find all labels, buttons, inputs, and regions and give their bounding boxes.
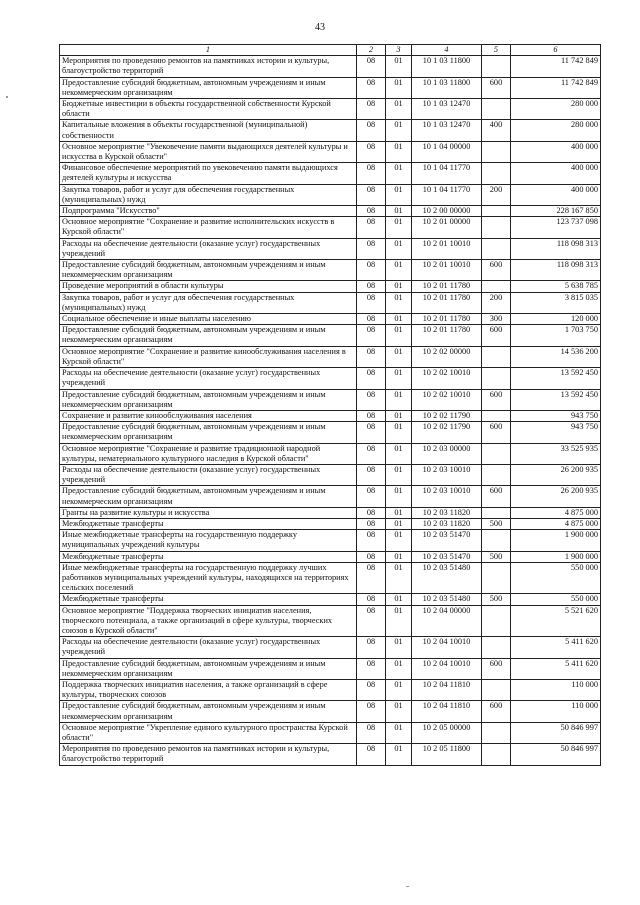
row-target-article-cell: 10 2 02 10010 (412, 368, 482, 389)
row-subsection-cell: 01 (386, 507, 412, 518)
row-section-cell: 08 (357, 562, 386, 594)
row-section-cell: 08 (357, 637, 386, 658)
table-row (60, 562, 601, 594)
table-row (60, 658, 601, 679)
scan-speck (406, 886, 409, 887)
table-row (60, 184, 601, 205)
table-row (60, 722, 601, 743)
row-subsection-cell: 01 (386, 314, 412, 325)
row-amount-cell: 26 200 935 (511, 464, 601, 485)
row-expense-type-cell (482, 410, 511, 421)
page-number: 43 (315, 22, 325, 33)
table-row (60, 56, 601, 77)
row-target-article-cell: 10 2 04 00000 (412, 605, 482, 637)
row-expense-type-cell (482, 281, 511, 292)
row-expense-type-cell (482, 605, 511, 637)
row-section-cell: 08 (357, 217, 386, 238)
row-expense-type-cell (482, 464, 511, 485)
row-target-article-cell: 10 1 03 11800 (412, 77, 482, 98)
row-amount-cell: 5 638 785 (511, 281, 601, 292)
row-section-cell: 08 (357, 99, 386, 120)
row-subsection-cell: 01 (386, 658, 412, 679)
row-amount-cell: 11 742 849 (511, 77, 601, 98)
row-section-cell: 08 (357, 314, 386, 325)
row-amount-cell: 550 000 (511, 562, 601, 594)
row-name-cell: Основное мероприятие "Сохранение и развитие исполнительских искусств в Курской области" (60, 217, 357, 238)
row-target-article-cell: 10 2 01 10010 (412, 238, 482, 259)
table-row (60, 530, 601, 551)
row-amount-cell: 550 000 (511, 594, 601, 605)
row-name-cell: Предоставление субсидий бюджетным, автономным учреждениям и иным некоммерческим организациям (60, 422, 357, 443)
row-name-cell: Проведение мероприятий в области культуры (60, 281, 357, 292)
row-expense-type-cell: 600 (482, 486, 511, 507)
table-row (60, 206, 601, 217)
row-amount-cell: 123 737 098 (511, 217, 601, 238)
row-subsection-cell: 01 (386, 163, 412, 184)
row-amount-cell: 5 521 620 (511, 605, 601, 637)
row-subsection-cell: 01 (386, 206, 412, 217)
row-target-article-cell: 10 2 00 00000 (412, 206, 482, 217)
row-amount-cell: 400 000 (511, 141, 601, 162)
row-name-cell: Социальное обеспечение и иные выплаты населению (60, 314, 357, 325)
row-subsection-cell: 01 (386, 605, 412, 637)
row-name-cell: Предоставление субсидий бюджетным, автономным учреждениям и иным некоммерческим организациям (60, 701, 357, 722)
row-amount-cell: 943 750 (511, 422, 601, 443)
row-amount-cell: 3 815 035 (511, 292, 601, 313)
row-expense-type-cell (482, 99, 511, 120)
row-section-cell: 08 (357, 389, 386, 410)
row-section-cell: 08 (357, 551, 386, 562)
row-amount-cell: 110 000 (511, 679, 601, 700)
row-subsection-cell: 01 (386, 486, 412, 507)
column-header-target-article: 4 (412, 45, 482, 56)
row-amount-cell: 13 592 450 (511, 368, 601, 389)
row-amount-cell: 33 525 935 (511, 443, 601, 464)
row-name-cell: Мероприятия по проведению ремонтов на памятниках истории и культуры, благоустройство территорий (60, 56, 357, 77)
row-expense-type-cell: 400 (482, 120, 511, 141)
row-name-cell: Сохранение и развитие кинообслуживания населения (60, 410, 357, 421)
row-name-cell: Расходы на обеспечение деятельности (оказание услуг) государственных учреждений (60, 238, 357, 259)
row-subsection-cell: 01 (386, 260, 412, 281)
row-section-cell: 08 (357, 410, 386, 421)
row-amount-cell: 400 000 (511, 163, 601, 184)
row-target-article-cell: 10 2 02 11790 (412, 422, 482, 443)
row-name-cell: Закупка товаров, работ и услуг для обеспечения государственных (муниципальных) нужд (60, 292, 357, 313)
row-amount-cell: 1 703 750 (511, 325, 601, 346)
row-section-cell: 08 (357, 701, 386, 722)
table-row (60, 605, 601, 637)
row-name-cell: Капитальные вложения в объекты государственной (муниципальной) собственности (60, 120, 357, 141)
row-amount-cell: 1 900 000 (511, 530, 601, 551)
table-row (60, 217, 601, 238)
table-row (60, 507, 601, 518)
row-name-cell: Иные межбюджетные трансферты на государственную поддержку муниципальных учреждений культуры (60, 530, 357, 551)
row-name-cell: Основное мероприятие "Сохранение и развитие кинообслуживания населения в Курской области" (60, 346, 357, 367)
row-section-cell: 08 (357, 346, 386, 367)
row-name-cell: Расходы на обеспечение деятельности (оказание услуг) государственных учреждений (60, 637, 357, 658)
row-section-cell: 08 (357, 679, 386, 700)
table-row (60, 518, 601, 529)
row-name-cell: Основное мероприятие "Сохранение и развитие традиционной народной культуры, нематериального культурного наследия в Курской области" (60, 443, 357, 464)
row-section-cell: 08 (357, 443, 386, 464)
row-expense-type-cell (482, 346, 511, 367)
row-target-article-cell: 10 2 03 11820 (412, 518, 482, 529)
row-subsection-cell: 01 (386, 141, 412, 162)
row-target-article-cell: 10 2 01 00000 (412, 217, 482, 238)
row-name-cell: Подпрограмма "Искусство" (60, 206, 357, 217)
row-target-article-cell: 10 1 04 11770 (412, 184, 482, 205)
table-row (60, 238, 601, 259)
row-amount-cell: 13 592 450 (511, 389, 601, 410)
row-target-article-cell: 10 1 03 12470 (412, 120, 482, 141)
table-row (60, 314, 601, 325)
row-target-article-cell: 10 1 04 11770 (412, 163, 482, 184)
row-name-cell: Расходы на обеспечение деятельности (оказание услуг) государственных учреждений (60, 464, 357, 485)
row-section-cell: 08 (357, 292, 386, 313)
row-subsection-cell: 01 (386, 217, 412, 238)
row-section-cell: 08 (357, 206, 386, 217)
row-name-cell: Предоставление субсидий бюджетным, автономным учреждениям и иным некоммерческим организациям (60, 325, 357, 346)
table-row (60, 281, 601, 292)
row-target-article-cell: 10 2 01 11780 (412, 292, 482, 313)
row-amount-cell: 400 000 (511, 184, 601, 205)
row-name-cell: Предоставление субсидий бюджетным, автономным учреждениям и иным некоммерческим организациям (60, 658, 357, 679)
row-target-article-cell: 10 2 03 51470 (412, 551, 482, 562)
table-header-row (60, 45, 601, 56)
row-section-cell: 08 (357, 507, 386, 518)
row-expense-type-cell (482, 637, 511, 658)
row-expense-type-cell: 200 (482, 184, 511, 205)
row-subsection-cell: 01 (386, 184, 412, 205)
row-expense-type-cell: 600 (482, 389, 511, 410)
row-expense-type-cell: 600 (482, 260, 511, 281)
row-target-article-cell: 10 2 01 11780 (412, 314, 482, 325)
row-subsection-cell: 01 (386, 120, 412, 141)
table-row (60, 486, 601, 507)
row-section-cell: 08 (357, 422, 386, 443)
row-amount-cell: 118 098 313 (511, 260, 601, 281)
row-target-article-cell: 10 1 03 11800 (412, 56, 482, 77)
table-row (60, 637, 601, 658)
row-expense-type-cell (482, 722, 511, 743)
row-target-article-cell: 10 2 03 51480 (412, 562, 482, 594)
table-row (60, 368, 601, 389)
budget-table (59, 44, 601, 766)
table-row (60, 77, 601, 98)
row-section-cell: 08 (357, 141, 386, 162)
row-target-article-cell: 10 1 03 12470 (412, 99, 482, 120)
row-section-cell: 08 (357, 530, 386, 551)
row-section-cell: 08 (357, 281, 386, 292)
row-name-cell: Расходы на обеспечение деятельности (оказание услуг) государственных учреждений (60, 368, 357, 389)
row-subsection-cell: 01 (386, 530, 412, 551)
row-subsection-cell: 01 (386, 238, 412, 259)
row-target-article-cell: 10 2 04 11810 (412, 701, 482, 722)
table-row (60, 346, 601, 367)
row-subsection-cell: 01 (386, 701, 412, 722)
row-expense-type-cell: 600 (482, 422, 511, 443)
row-expense-type-cell: 600 (482, 77, 511, 98)
row-expense-type-cell (482, 679, 511, 700)
row-expense-type-cell (482, 141, 511, 162)
row-section-cell: 08 (357, 56, 386, 77)
table-row (60, 99, 601, 120)
row-subsection-cell: 01 (386, 292, 412, 313)
row-section-cell: 08 (357, 184, 386, 205)
row-expense-type-cell (482, 217, 511, 238)
table-row (60, 163, 601, 184)
row-subsection-cell: 01 (386, 464, 412, 485)
row-amount-cell: 50 846 997 (511, 722, 601, 743)
row-expense-type-cell (482, 530, 511, 551)
row-subsection-cell: 01 (386, 518, 412, 529)
row-expense-type-cell (482, 238, 511, 259)
row-expense-type-cell (482, 744, 511, 765)
table-row (60, 120, 601, 141)
row-subsection-cell: 01 (386, 722, 412, 743)
table-row (60, 594, 601, 605)
row-target-article-cell: 10 2 02 11790 (412, 410, 482, 421)
row-section-cell: 08 (357, 368, 386, 389)
row-name-cell: Закупка товаров, работ и услуг для обеспечения государственных (муниципальных) нужд (60, 184, 357, 205)
row-name-cell: Межбюджетные трансферты (60, 551, 357, 562)
row-section-cell: 08 (357, 163, 386, 184)
row-subsection-cell: 01 (386, 551, 412, 562)
row-expense-type-cell (482, 507, 511, 518)
row-amount-cell: 120 000 (511, 314, 601, 325)
table-row (60, 292, 601, 313)
row-subsection-cell: 01 (386, 637, 412, 658)
row-subsection-cell: 01 (386, 443, 412, 464)
table-row (60, 701, 601, 722)
row-target-article-cell: 10 2 02 10010 (412, 389, 482, 410)
row-target-article-cell: 10 2 05 00000 (412, 722, 482, 743)
table-row (60, 443, 601, 464)
table-row (60, 464, 601, 485)
row-section-cell: 08 (357, 238, 386, 259)
row-amount-cell: 943 750 (511, 410, 601, 421)
row-target-article-cell: 10 2 01 10010 (412, 260, 482, 281)
row-expense-type-cell: 500 (482, 518, 511, 529)
column-header-amount: 6 (511, 45, 601, 56)
column-header-section: 2 (357, 45, 386, 56)
row-name-cell: Предоставление субсидий бюджетным, автономным учреждениям и иным некоммерческим организациям (60, 260, 357, 281)
row-subsection-cell: 01 (386, 410, 412, 421)
row-name-cell: Межбюджетные трансферты (60, 518, 357, 529)
row-name-cell: Предоставление субсидий бюджетным, автономным учреждениям и иным некоммерческим организациям (60, 77, 357, 98)
row-target-article-cell: 10 2 03 51480 (412, 594, 482, 605)
row-amount-cell: 280 000 (511, 120, 601, 141)
row-expense-type-cell (482, 368, 511, 389)
row-amount-cell: 26 200 935 (511, 486, 601, 507)
row-target-article-cell: 10 2 05 11800 (412, 744, 482, 765)
row-subsection-cell: 01 (386, 77, 412, 98)
scan-speck (6, 96, 8, 98)
row-expense-type-cell (482, 562, 511, 594)
row-expense-type-cell: 600 (482, 658, 511, 679)
row-section-cell: 08 (357, 77, 386, 98)
row-subsection-cell: 01 (386, 56, 412, 77)
row-section-cell: 08 (357, 722, 386, 743)
row-section-cell: 08 (357, 605, 386, 637)
row-expense-type-cell: 600 (482, 701, 511, 722)
row-target-article-cell: 10 2 03 51470 (412, 530, 482, 551)
row-target-article-cell: 10 2 04 10010 (412, 637, 482, 658)
row-target-article-cell: 10 2 01 11780 (412, 325, 482, 346)
row-name-cell: Основное мероприятие "Увековечение памяти выдающихся деятелей культуры и искусства в Курской области" (60, 141, 357, 162)
row-amount-cell: 11 742 849 (511, 56, 601, 77)
row-amount-cell: 280 000 (511, 99, 601, 120)
row-amount-cell: 4 875 000 (511, 518, 601, 529)
table-row (60, 141, 601, 162)
table-row (60, 260, 601, 281)
row-subsection-cell: 01 (386, 368, 412, 389)
column-header-expense-type: 5 (482, 45, 511, 56)
row-subsection-cell: 01 (386, 422, 412, 443)
row-expense-type-cell (482, 206, 511, 217)
row-name-cell: Поддержка творческих инициатив населения, а также организаций в сфере культуры, творческих союзов (60, 679, 357, 700)
row-target-article-cell: 10 2 02 00000 (412, 346, 482, 367)
row-expense-type-cell (482, 163, 511, 184)
table-row (60, 410, 601, 421)
column-header-subsection: 3 (386, 45, 412, 56)
row-section-cell: 08 (357, 594, 386, 605)
row-amount-cell: 4 875 000 (511, 507, 601, 518)
table-row (60, 744, 601, 765)
row-name-cell: Межбюджетные трансферты (60, 594, 357, 605)
row-target-article-cell: 10 2 04 11810 (412, 679, 482, 700)
row-name-cell: Бюджетные инвестиции в объекты государственной собственности Курской области (60, 99, 357, 120)
row-name-cell: Предоставление субсидий бюджетным, автономным учреждениям и иным некоммерческим организациям (60, 389, 357, 410)
row-amount-cell: 5 411 620 (511, 637, 601, 658)
row-section-cell: 08 (357, 325, 386, 346)
table-row (60, 422, 601, 443)
row-target-article-cell: 10 2 03 00000 (412, 443, 482, 464)
row-subsection-cell: 01 (386, 281, 412, 292)
table-body (60, 56, 601, 765)
row-target-article-cell: 10 2 03 11820 (412, 507, 482, 518)
row-section-cell: 08 (357, 658, 386, 679)
row-expense-type-cell: 600 (482, 325, 511, 346)
row-target-article-cell: 10 1 04 00000 (412, 141, 482, 162)
row-amount-cell: 1 900 000 (511, 551, 601, 562)
table-row (60, 551, 601, 562)
row-target-article-cell: 10 2 01 11780 (412, 281, 482, 292)
row-expense-type-cell: 500 (482, 551, 511, 562)
row-amount-cell: 5 411 620 (511, 658, 601, 679)
row-section-cell: 08 (357, 486, 386, 507)
row-subsection-cell: 01 (386, 389, 412, 410)
row-name-cell: Иные межбюджетные трансферты на государственную поддержку лучших работников муниципальных учреждений культуры, находящихся на территориях сельских поселений (60, 562, 357, 594)
row-expense-type-cell: 300 (482, 314, 511, 325)
row-amount-cell: 14 536 200 (511, 346, 601, 367)
row-amount-cell: 118 098 313 (511, 238, 601, 259)
row-name-cell: Финансовое обеспечение мероприятий по увековечению памяти выдающихся деятелей культуры и искусства (60, 163, 357, 184)
row-expense-type-cell: 500 (482, 594, 511, 605)
row-amount-cell: 50 846 997 (511, 744, 601, 765)
table-row (60, 389, 601, 410)
row-section-cell: 08 (357, 518, 386, 529)
row-subsection-cell: 01 (386, 346, 412, 367)
row-expense-type-cell (482, 443, 511, 464)
row-subsection-cell: 01 (386, 744, 412, 765)
row-amount-cell: 228 167 850 (511, 206, 601, 217)
row-section-cell: 08 (357, 120, 386, 141)
row-expense-type-cell (482, 56, 511, 77)
row-subsection-cell: 01 (386, 99, 412, 120)
row-name-cell: Мероприятия по проведению ремонтов на памятниках истории и культуры, благоустройство территорий (60, 744, 357, 765)
table-row (60, 679, 601, 700)
row-name-cell: Гранты на развитие культуры и искусства (60, 507, 357, 518)
row-section-cell: 08 (357, 744, 386, 765)
row-expense-type-cell: 200 (482, 292, 511, 313)
row-amount-cell: 110 000 (511, 701, 601, 722)
row-name-cell: Основное мероприятие "Укрепление единого культурного пространства Курской области" (60, 722, 357, 743)
row-target-article-cell: 10 2 03 10010 (412, 486, 482, 507)
row-subsection-cell: 01 (386, 325, 412, 346)
row-target-article-cell: 10 2 03 10010 (412, 464, 482, 485)
row-name-cell: Основное мероприятие "Поддержка творческих инициатив населения, творческого потенциала, а также организаций в сфере культуры, творческих союзов в Курской области" (60, 605, 357, 637)
row-subsection-cell: 01 (386, 562, 412, 594)
row-subsection-cell: 01 (386, 594, 412, 605)
row-subsection-cell: 01 (386, 679, 412, 700)
row-section-cell: 08 (357, 260, 386, 281)
column-header-name: 1 (60, 45, 357, 56)
row-target-article-cell: 10 2 04 10010 (412, 658, 482, 679)
row-section-cell: 08 (357, 464, 386, 485)
table-row (60, 325, 601, 346)
row-name-cell: Предоставление субсидий бюджетным, автономным учреждениям и иным некоммерческим организациям (60, 486, 357, 507)
